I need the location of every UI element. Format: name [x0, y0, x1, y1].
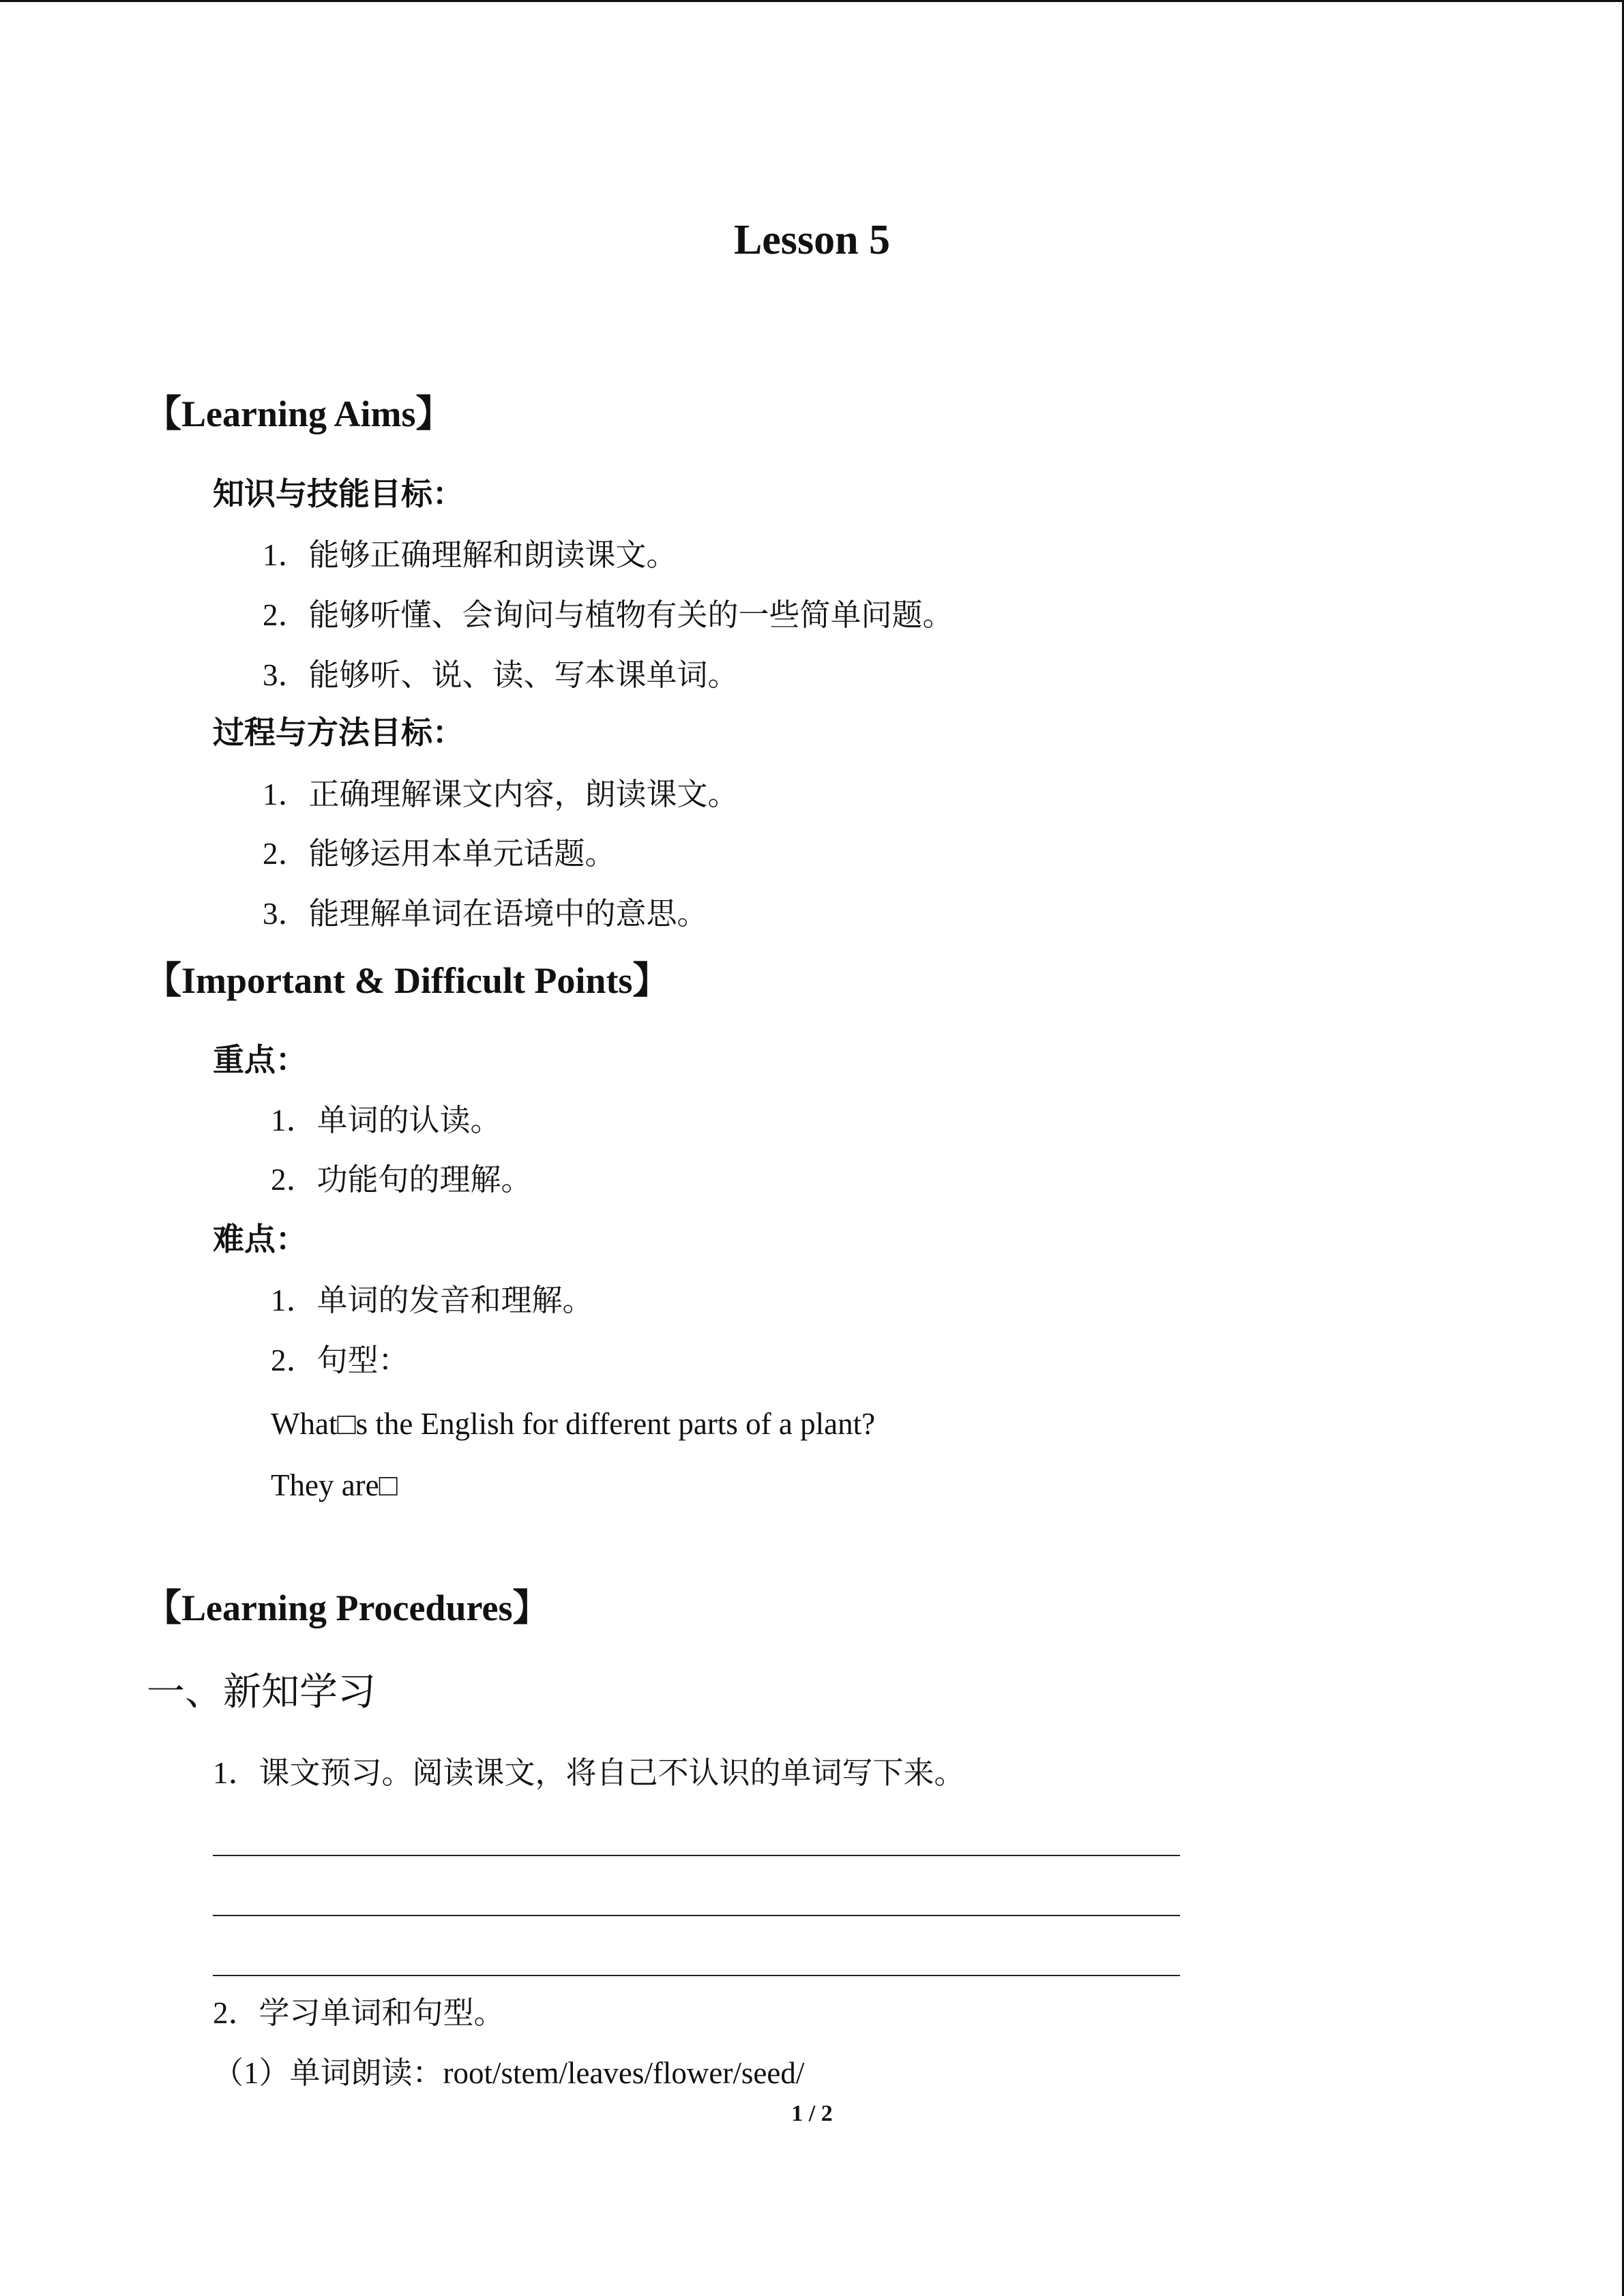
points-heading: 【Important & Difficult Points】: [145, 960, 670, 1001]
page-border-top: [0, 0, 1624, 2]
key-item-2: 2．功能句的理解。: [271, 1163, 532, 1197]
answer-blank-line-2[interactable]: [213, 1915, 1180, 1916]
learning-aims-heading: 【Learning Aims】: [145, 393, 453, 434]
sentence-pattern-2: They are□: [271, 1468, 398, 1502]
step-1-text: 1．课文预习。阅读课文，将自己不认识的单词写下来。: [213, 1756, 965, 1790]
procedures-heading: 【Learning Procedures】: [145, 1587, 550, 1628]
knowledge-item-3: 3．能够听、说、读、写本课单词。: [263, 658, 739, 692]
page-number: 1 / 2: [791, 2101, 833, 2126]
difficult-item-2: 2．句型：: [271, 1343, 409, 1377]
sentence-pattern-1: What□s the English for different parts of a plant?: [271, 1407, 876, 1441]
page-title: Lesson 5: [733, 217, 891, 263]
key-points-heading: 重点：: [213, 1043, 307, 1077]
answer-blank-line-3[interactable]: [213, 1975, 1180, 1976]
step-2-text: 2．学习单词和句型。: [213, 1996, 505, 2030]
step-2-substep-1: （1）单词朗读：root/stem/leaves/flower/seed/: [213, 2056, 805, 2090]
knowledge-skills-heading: 知识与技能目标：: [213, 477, 464, 511]
difficult-item-1: 1．单词的发音和理解。: [271, 1283, 593, 1317]
process-methods-heading: 过程与方法目标：: [213, 715, 464, 750]
key-item-1: 1．单词的认读。: [271, 1103, 501, 1137]
answer-blank-line-1[interactable]: [213, 1855, 1180, 1856]
part-one-heading: 一、新知学习: [147, 1671, 376, 1714]
process-item-1: 1．正确理解课文内容，朗读课文。: [263, 777, 739, 811]
knowledge-item-1: 1．能够正确理解和朗读课文。: [263, 538, 677, 572]
difficult-points-heading: 难点：: [213, 1222, 307, 1257]
process-item-3: 3．能理解单词在语境中的意思。: [263, 897, 708, 931]
process-item-2: 2．能够运用本单元话题。: [263, 837, 616, 871]
knowledge-item-2: 2．能够听懂、会询问与植物有关的一些简单问题。: [263, 598, 954, 632]
